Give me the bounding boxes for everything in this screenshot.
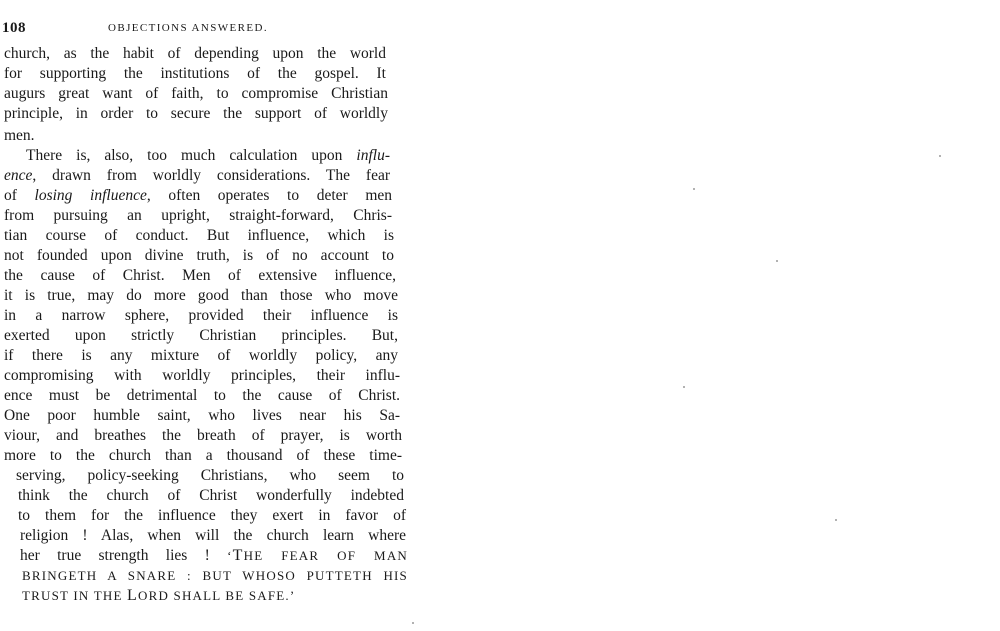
text-line: men. xyxy=(4,127,35,144)
line-text: her true strength lies ! ‘THE FEAR OF MAN xyxy=(20,547,408,564)
line-text: ence, drawn from worldly considerations. The fear xyxy=(4,167,390,184)
quote-text: TRUST IN THE LORD SHALL BE SAFE.’ xyxy=(22,587,296,604)
line-text: of losing influence, often operates to deter men xyxy=(4,187,392,204)
text-line: serving, policy-seeking Christians, who seem to xyxy=(16,467,404,484)
text-line: principle, in order to secure the support of worldly xyxy=(4,105,388,122)
text-line: the cause of Christ. Men of extensive influence, xyxy=(4,267,396,284)
text-line-quote-end xyxy=(22,586,322,605)
text-line: not founded upon divine truth, is of no account to xyxy=(4,247,394,264)
quote-text: BRINGETH A SNARE : BUT WHOSO PUTTETH HIS xyxy=(22,568,408,583)
scan-speck xyxy=(683,386,685,388)
scan-speck xyxy=(835,519,837,521)
text-line-italic xyxy=(4,186,392,205)
running-head: OBJECTIONS ANSWERED. xyxy=(108,22,269,34)
text-line: religion ! Alas, when will the church learn where xyxy=(20,527,406,544)
text-line: in a narrow sphere, provided their influence is xyxy=(4,307,398,324)
text-line: exerted upon strictly Christian principles. But, xyxy=(4,327,398,344)
text-line: if there is any mixture of worldly policy, any xyxy=(4,347,398,364)
scan-speck xyxy=(412,622,414,624)
scan-speck xyxy=(939,155,941,157)
text-line: augurs great want of faith, to compromise Christian xyxy=(4,85,388,102)
text-line: compromising with worldly principles, their influ- xyxy=(4,367,400,384)
text-line: tian course of conduct. But influence, which is xyxy=(4,227,394,244)
text-line-quote-start xyxy=(20,546,408,565)
page-number: 108 xyxy=(2,20,26,36)
text-line-italic xyxy=(4,166,390,185)
text-line: church, as the habit of depending upon the world xyxy=(4,45,386,62)
scan-speck xyxy=(693,188,695,190)
text-line: One poor humble saint, who lives near his Sa- xyxy=(4,407,400,424)
text-line: viour, and breathes the breath of prayer, is worth xyxy=(4,427,402,444)
text-line: from pursuing an upright, straight-forward, Chris- xyxy=(4,207,392,224)
text-line: ence must be detrimental to the cause of Christ. xyxy=(4,387,400,404)
text-line: think the church of Christ wonderfully indebted xyxy=(18,487,404,504)
text-line: more to the church than a thousand of these time- xyxy=(4,447,402,464)
text-line: it is true, may do more good than those who move xyxy=(4,287,398,304)
text-line: for supporting the institutions of the gospel. It xyxy=(4,65,386,82)
scan-speck xyxy=(776,260,778,262)
text-line-quote xyxy=(22,566,408,585)
text-line-italic xyxy=(26,146,390,165)
line-text: There is, also, too much calculation upon influ- xyxy=(26,147,390,164)
text-line: to them for the influence they exert in favor of xyxy=(18,507,406,524)
